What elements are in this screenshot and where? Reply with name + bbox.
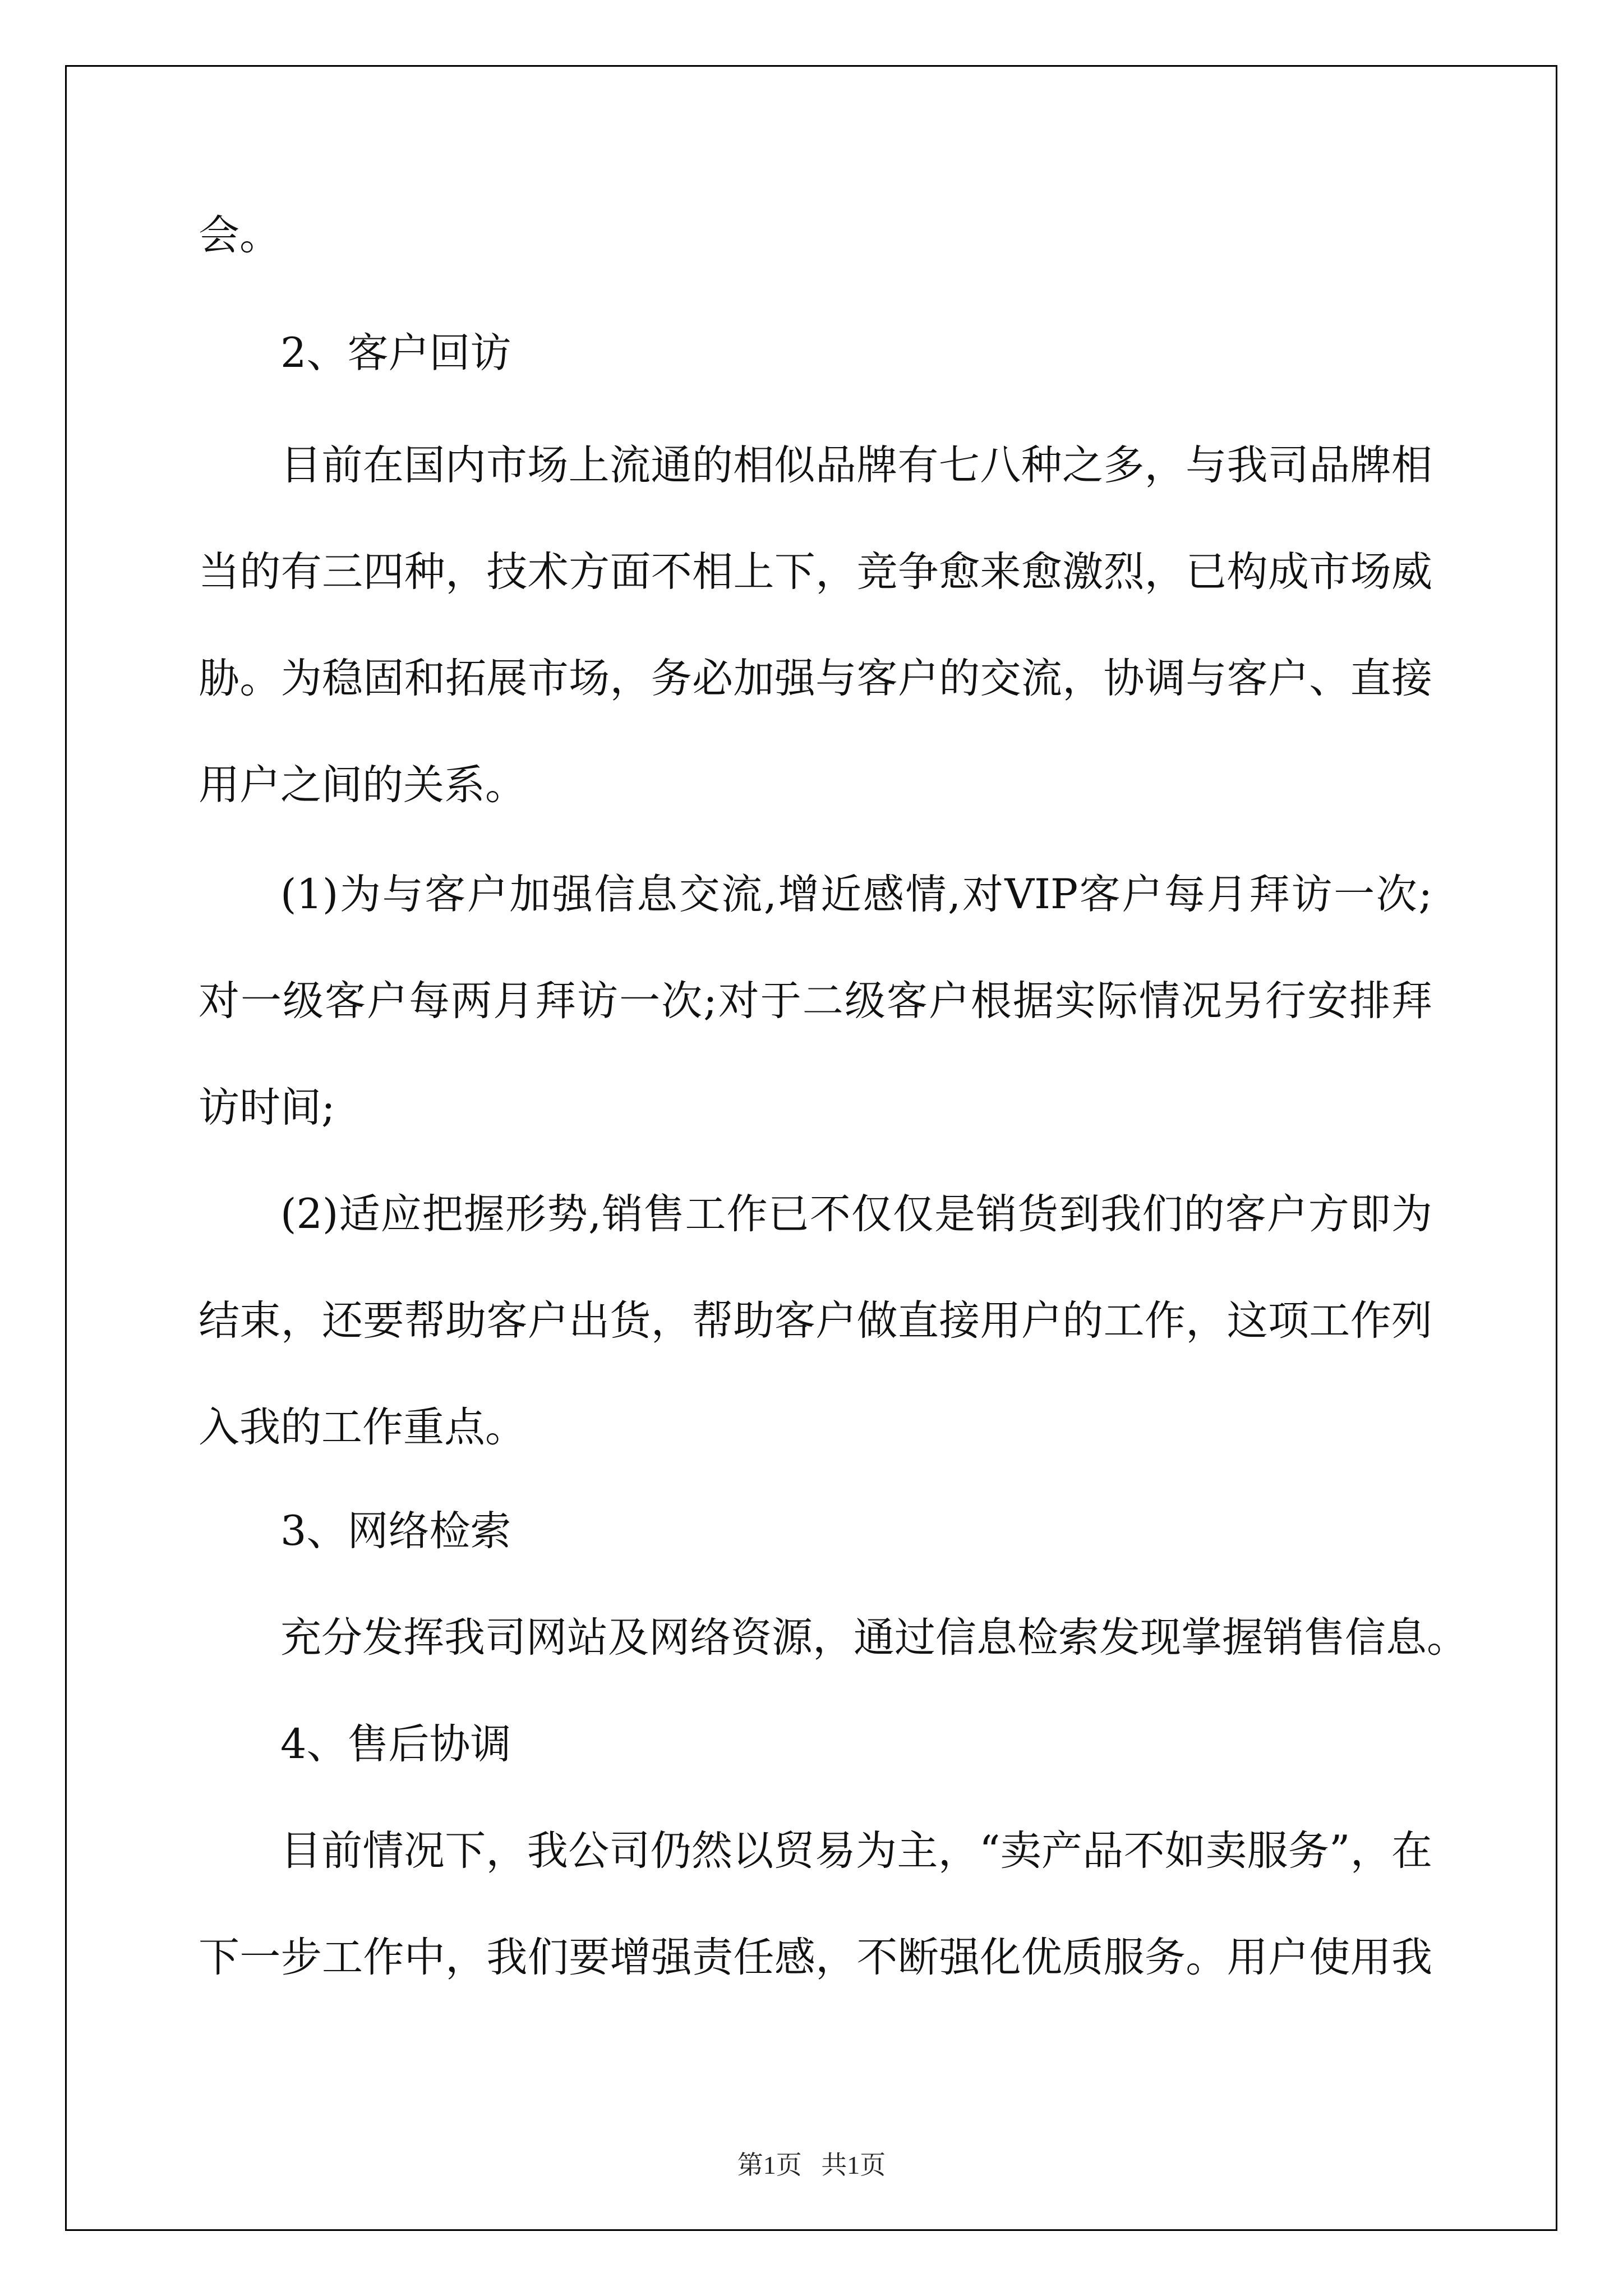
text-line: 胁。为稳固和拓展市场，务必加强与客户的交流，协调与客户、直接 [199,655,1432,702]
text-line: (2)适应把握形势,销售工作已不仅仅是销货到我们的客户方即为 [280,1190,1432,1238]
text-line: 入我的工作重点。 [199,1404,526,1451]
section-heading: 3、网络检索 [280,1507,511,1555]
text-line: 充分发挥我司网站及网络资源，通过信息检索发现掌握销售信息。 [280,1614,1468,1662]
text-line: 下一步工作中，我们要增强责任感，不断强化优质服务。用户使用我 [199,1934,1432,1981]
page-border [65,65,1557,2231]
text-line: 用户之间的关系。 [199,761,526,809]
text-line: 访时间; [199,1084,335,1131]
text-line: (1)为与客户加强信息交流,增近感情,对VIP客户每月拜访一次; [280,871,1432,918]
text-line: 目前在国内市场上流通的相似品牌有七八种之多，与我司品牌相 [280,441,1432,489]
text-line: 当的有三四种，技术方面不相上下，竞争愈来愈激烈，已构成市场威 [199,548,1432,596]
text-line: 对一级客户每两月拜访一次;对于二级客户根据实际情况另行安排拜 [199,977,1432,1025]
text-line: 目前情况下，我公司仍然以贸易为主，“卖产品不如卖服务”，在 [280,1827,1432,1875]
section-heading: 2、客户回访 [280,329,511,377]
text-line: 结束，还要帮助客户出货，帮助客户做直接用户的工作，这项工作列 [199,1297,1432,1345]
section-heading: 4、售后协调 [280,1720,511,1768]
text-line: 会。 [199,211,280,259]
page-number-footer: 第1页 共1页 [737,2151,886,2179]
